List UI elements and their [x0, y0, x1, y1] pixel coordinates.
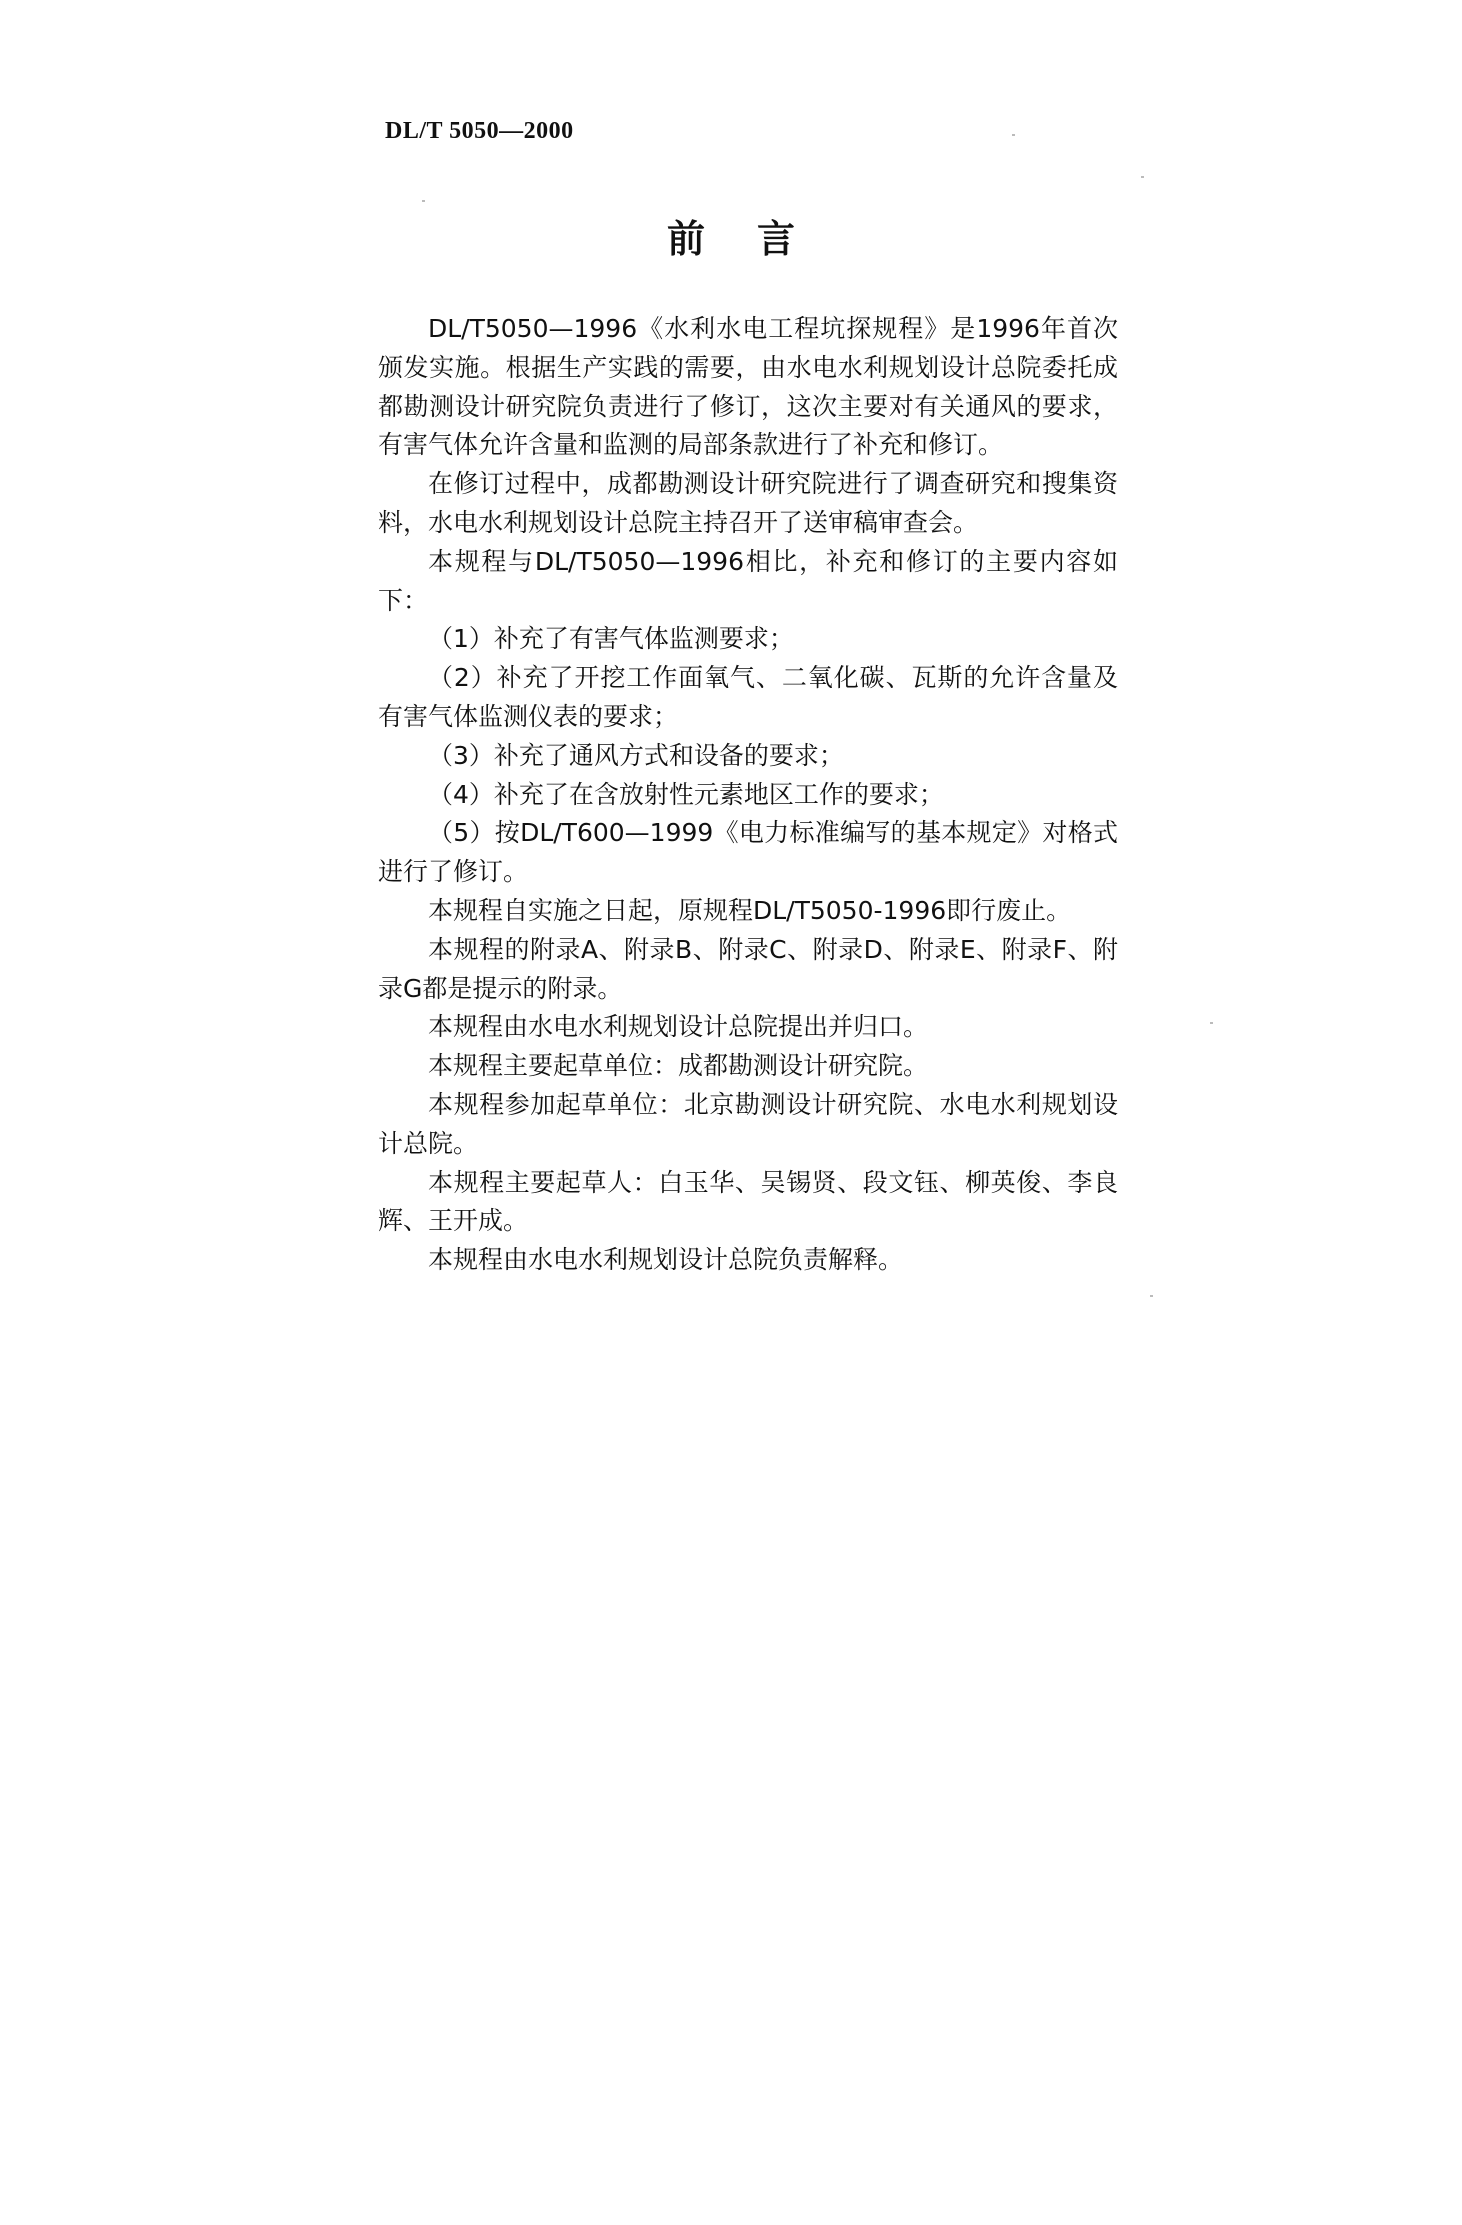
standard-code-header: DL/T 5050—2000: [385, 118, 574, 144]
paragraph-supersedes: 本规程自实施之日起，原规程DL/T5050-1996即行废止。: [428, 895, 1072, 925]
scan-speck: [1141, 176, 1144, 178]
paragraph-interpretation: 本规程由水电水利规划设计总院负责解释。: [428, 1245, 904, 1275]
paragraph-main-changes: 本规程与DL/T5050—1996相比，补充和修订的主要内容如下：: [378, 546, 1118, 615]
scan-speck: [422, 200, 425, 202]
paragraph-main-drafters: 本规程主要起草人：白玉华、吴锡贤、段文钰、柳英俊、李良辉、王开成。: [378, 1167, 1118, 1236]
paragraph-main-drafter-unit: 本规程主要起草单位：成都勘测设计研究院。: [428, 1051, 929, 1081]
paragraph-participating-units: 本规程参加起草单位：北京勘测设计研究院、水电水利规划设计总院。: [378, 1089, 1118, 1158]
paragraph-proposer: 本规程由水电水利规划设计总院提出并归口。: [428, 1012, 929, 1042]
list-item-change-1: （1）补充了有害气体监测要求；: [428, 624, 794, 654]
paragraph-appendices: 本规程的附录A、附录B、附录C、附录D、附录E、附录F、附录G都是提示的附录。: [378, 934, 1118, 1003]
scan-speck: [1210, 1022, 1213, 1024]
list-item-change-4: （4）补充了在含放射性元素地区工作的要求；: [428, 779, 944, 809]
scan-speck: [1012, 134, 1015, 136]
page-title: 前言: [666, 217, 847, 261]
scan-speck: [1150, 1295, 1153, 1297]
paragraph-intro: DL/T5050—1996《水利水电工程坑探规程》是1996年首次颁发实施。根据生产实践的需要，由水电水利规划设计总院委托成都勘测设计研究院负责进行了修订，这次主要对有关通风的要求，有害气体允许含量和监测的局部条款进行了补充和修订。: [378, 314, 1118, 460]
list-item-change-2: （2）补充了开挖工作面氧气、二氧化碳、瓦斯的允许含量及有害气体监测仪表的要求；: [378, 663, 1118, 731]
paragraph-revision-process: 在修订过程中，成都勘测设计研究院进行了调查研究和搜集资料，水电水利规划设计总院主持召开了送审稿审查会。: [378, 469, 1118, 537]
list-item-change-3: （3）补充了通风方式和设备的要求；: [428, 740, 844, 770]
body-text: [378, 310, 1118, 1280]
list-item-change-5: （5）按DL/T600—1999《电力标准编写的基本规定》对格式进行了修订。: [378, 818, 1118, 887]
